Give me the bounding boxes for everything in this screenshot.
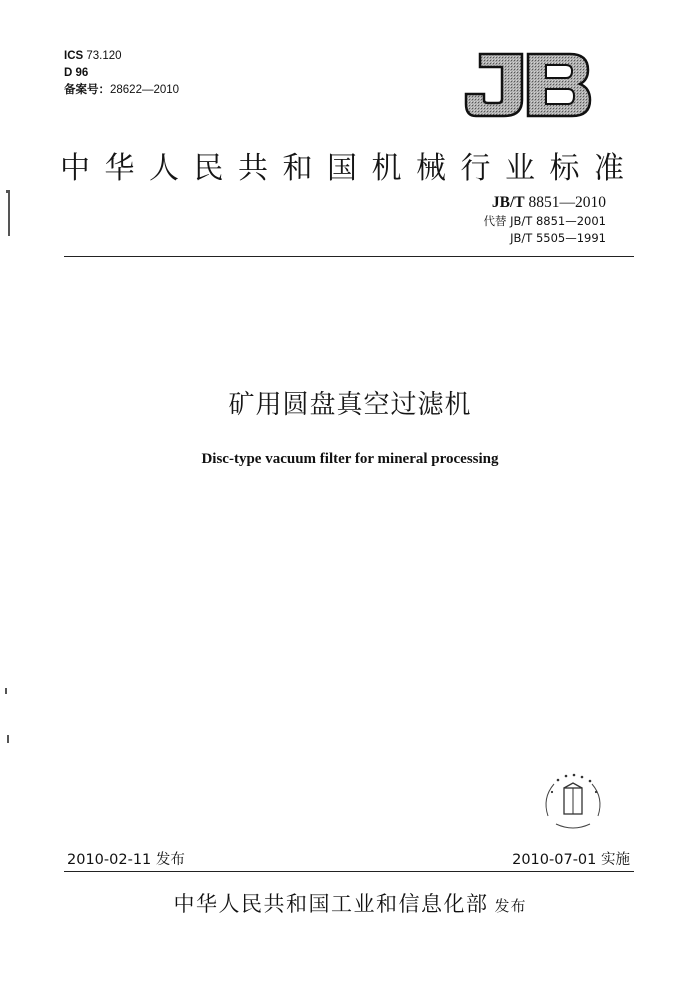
document-title-en: Disc-type vacuum filter for mineral processing bbox=[201, 451, 499, 467]
header-divider bbox=[64, 256, 634, 257]
footer-divider bbox=[64, 871, 634, 872]
replaces-2: JB/T 5505—1991 bbox=[510, 231, 606, 245]
issue-date: 2010-02-11 发布 bbox=[67, 852, 185, 868]
implementation-date: 2010-07-01 实施 bbox=[512, 852, 630, 868]
publisher-suffix: 发布 bbox=[494, 897, 527, 915]
publisher bbox=[0, 888, 700, 918]
ics-value: 73.120 bbox=[86, 50, 122, 62]
class-code: D 96 bbox=[64, 67, 89, 79]
jb-logo bbox=[462, 50, 594, 120]
publisher-name: 中华人民共和国工业和信息化部 bbox=[173, 892, 489, 916]
document-title-cn: 矿用圆盘真空过滤机 bbox=[228, 390, 472, 420]
header-title: 中华人民共和国机械行业标准 bbox=[60, 151, 639, 186]
scan-mark bbox=[8, 192, 10, 236]
scan-mark bbox=[7, 735, 9, 743]
filing-value: 28622—2010 bbox=[110, 84, 180, 96]
ics-label: ICS bbox=[64, 50, 84, 62]
filing-label: 备案号： bbox=[64, 84, 110, 96]
scan-mark bbox=[5, 688, 7, 694]
standard-number: 8851—2010 bbox=[524, 194, 606, 211]
logo-text: JB bbox=[462, 50, 463, 51]
standard-number-block bbox=[483, 193, 606, 247]
replaces-1: JB/T 8851—2001 bbox=[510, 214, 606, 228]
standard-prefix: JB/T bbox=[491, 194, 525, 211]
scan-mark bbox=[6, 190, 10, 193]
replaces-label: 代替 bbox=[483, 214, 511, 228]
document-meta bbox=[64, 48, 179, 99]
library-stamp-icon bbox=[536, 768, 610, 834]
